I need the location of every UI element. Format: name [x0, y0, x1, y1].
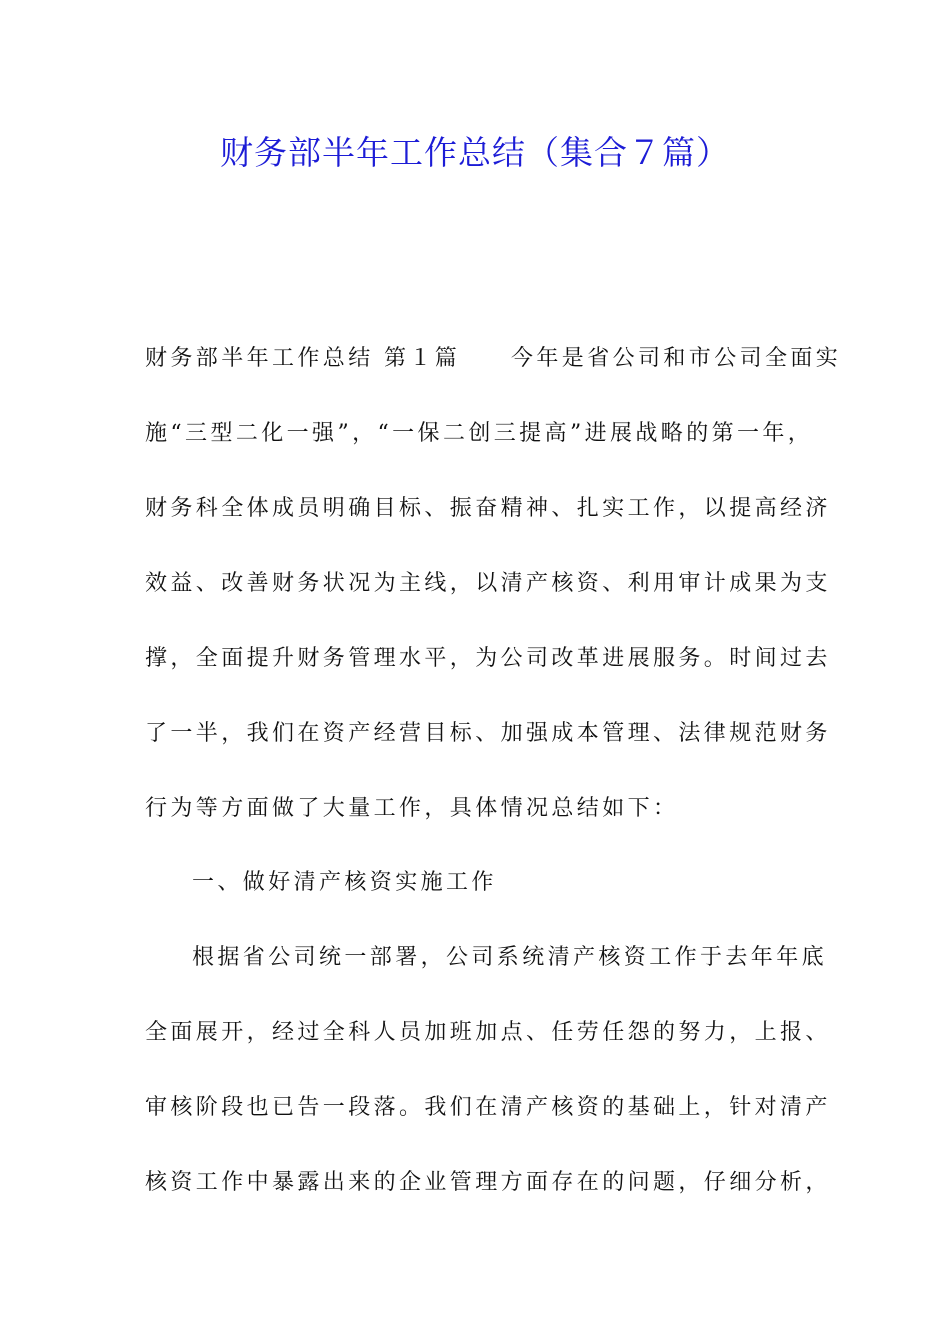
paragraph-line-9: 根据省公司统一部署，公司系统清产核资工作于去年年底 [192, 945, 828, 970]
paragraph-line-4: 效益、改善财务状况为主线，以清产核资、利用审计成果为支 [145, 571, 831, 596]
paragraph-line-5: 撑，全面提升财务管理水平，为公司改革进展服务。时间过去 [145, 646, 831, 671]
paragraph-line-7: 行为等方面做了大量工作，具体情况总结如下： [145, 796, 679, 821]
paragraph-line-3: 财务科全体成员明确目标、振奋精神、扎实工作，以提高经济 [145, 496, 831, 521]
paragraph-line-6: 了一半，我们在资产经营目标、加强成本管理、法律规范财务 [145, 721, 831, 746]
paragraph-line-12: 核资工作中暴露出来的企业管理方面存在的问题，仔细分析， [145, 1170, 831, 1195]
paragraph-line-10: 全面展开，经过全科人员加班加点、任劳任怨的努力，上报、 [145, 1020, 831, 1045]
document-title: 财务部半年工作总结（集合７篇） [220, 133, 730, 172]
paragraph-line-11: 审核阶段也已告一段落。我们在清产核资的基础上，针对清产 [145, 1095, 831, 1120]
section-heading: 一、做好清产核资实施工作 [192, 870, 497, 895]
paragraph-line-2: 施“三型二化一强”，“一保二创三提高”进展战略的第一年， [145, 421, 814, 446]
paragraph-line-1: 财务部半年工作总结 第１篇 今年是省公司和市公司全面实 [145, 346, 842, 371]
